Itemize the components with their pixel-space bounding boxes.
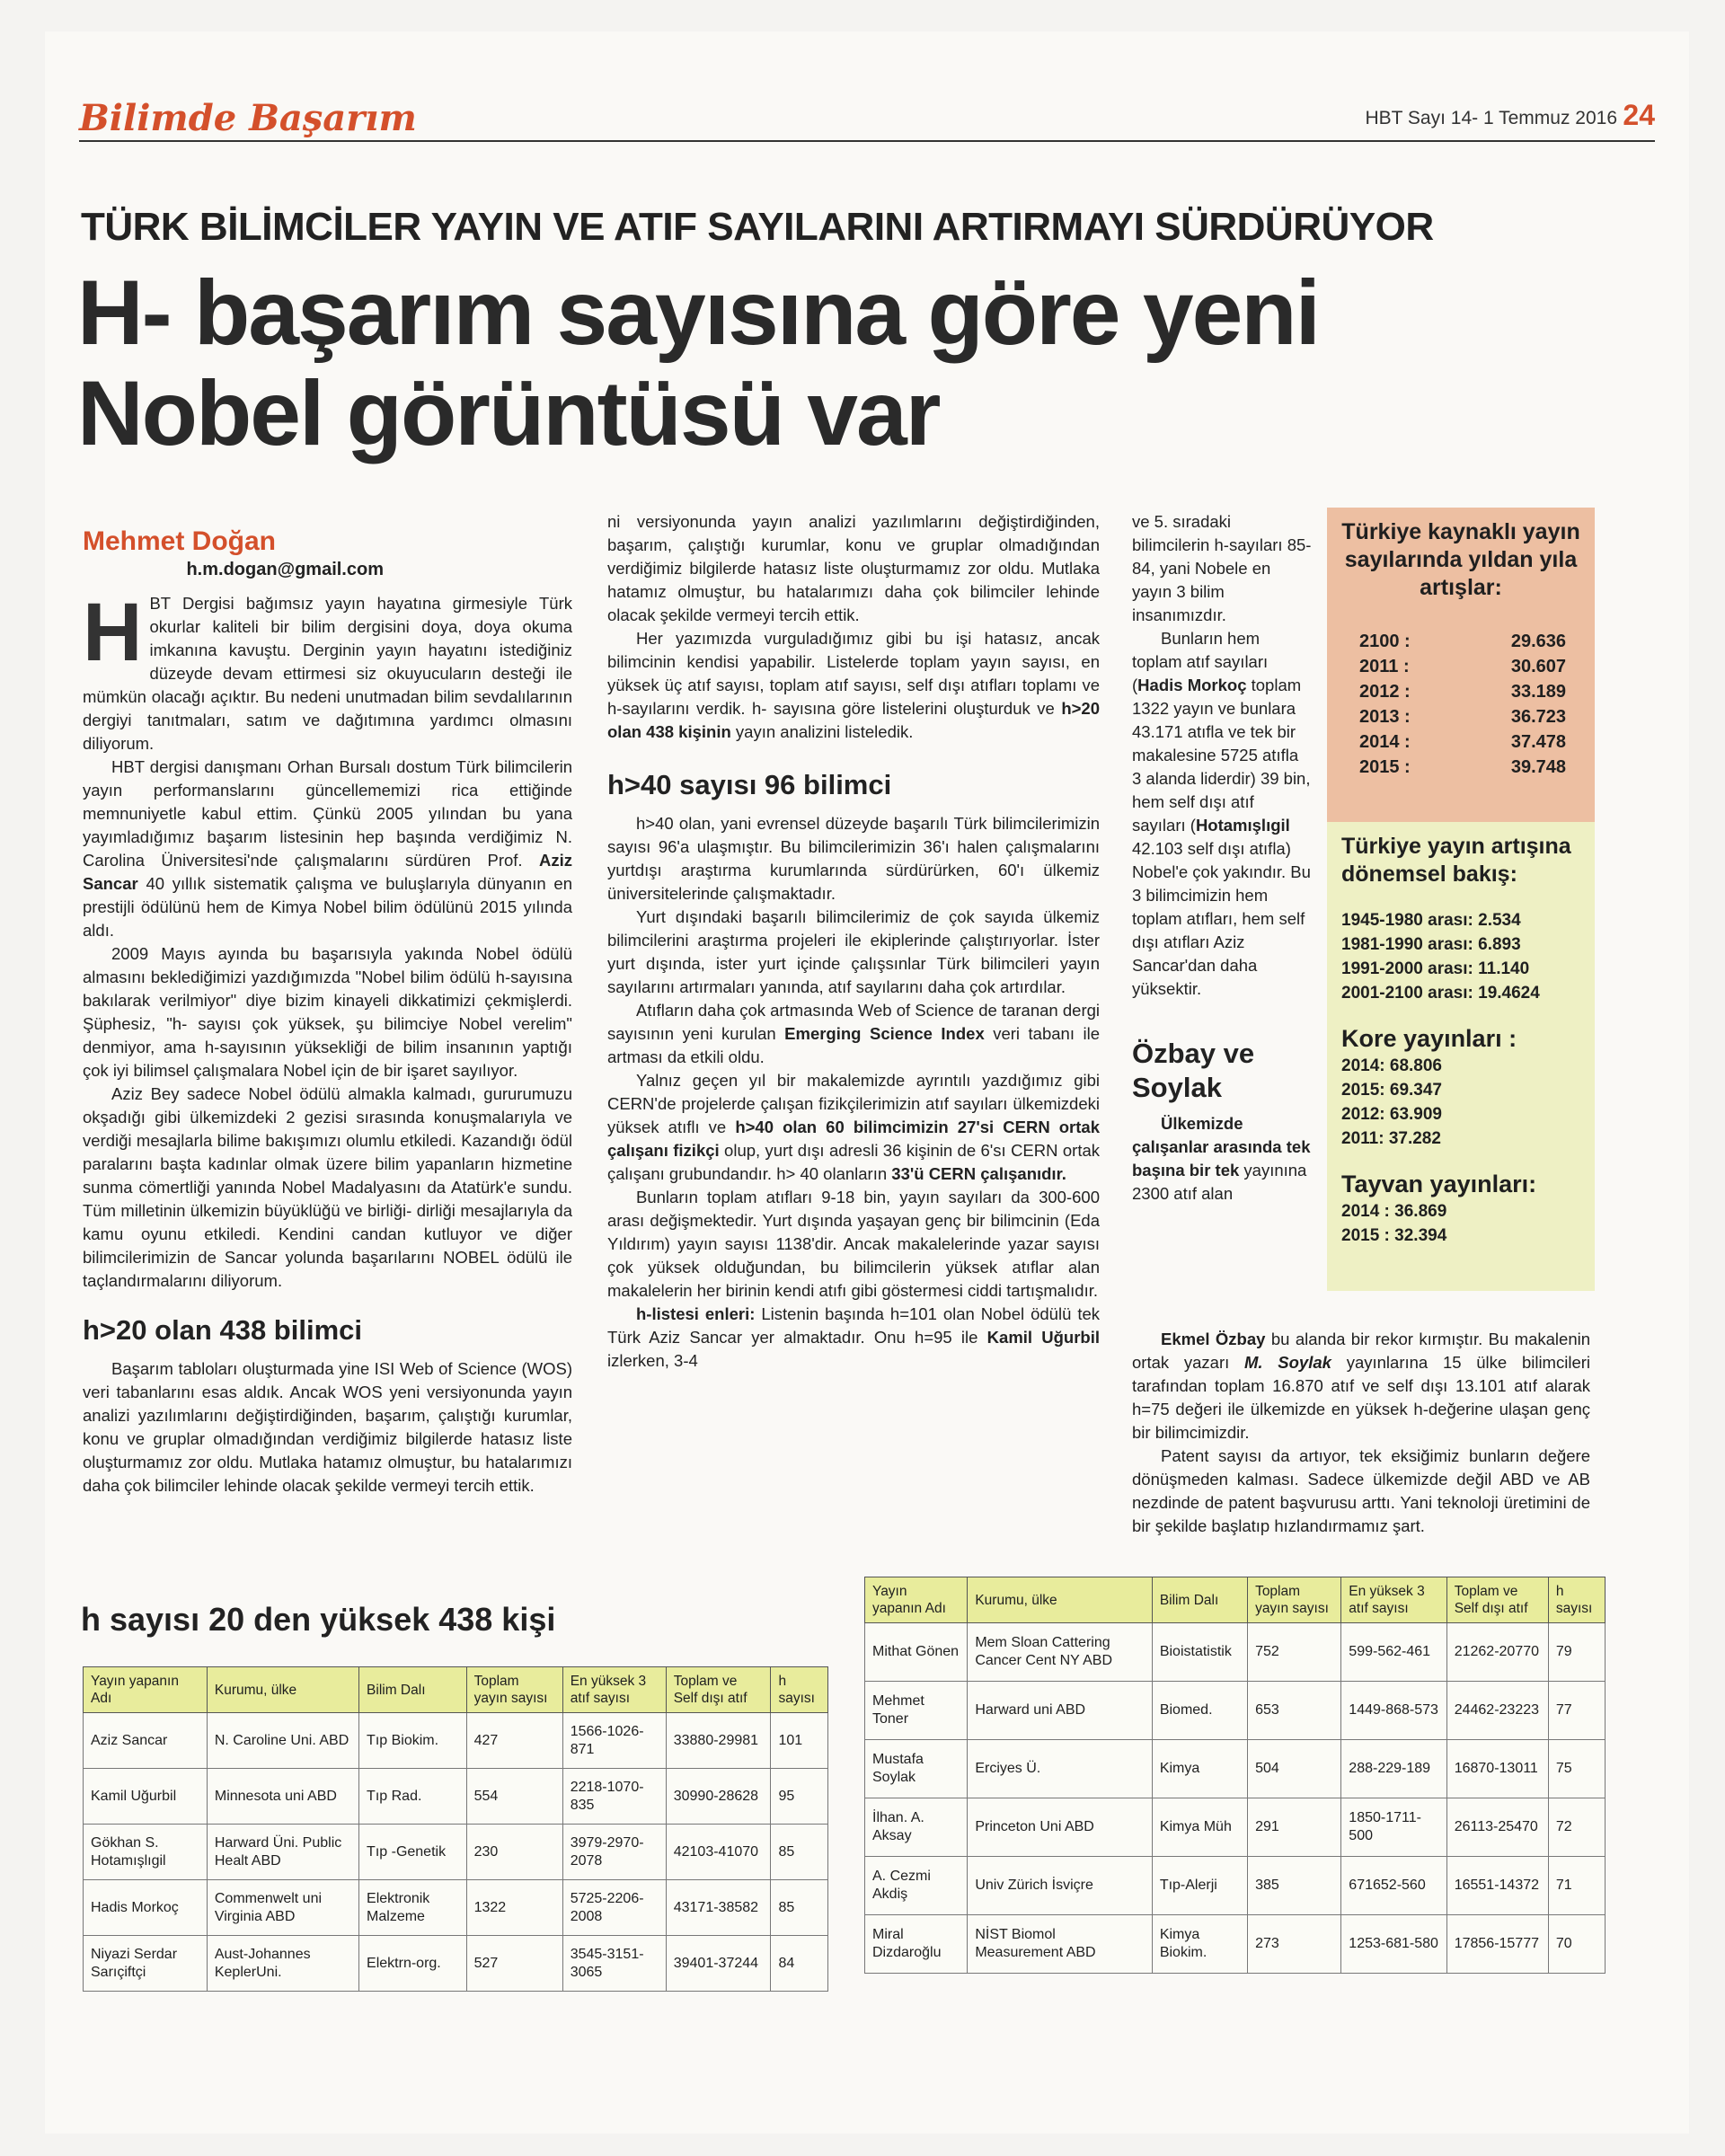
table-cell: 24462-23223	[1446, 1682, 1548, 1740]
header-divider	[79, 140, 1655, 142]
page-number: 24	[1623, 99, 1655, 131]
column-header: h sayısı	[1548, 1577, 1605, 1623]
table-cell: 95	[771, 1769, 828, 1825]
section-title: Bilimde Başarım	[79, 97, 417, 139]
table-cell: 17856-15777	[1446, 1915, 1548, 1974]
paragraph: Ekmel Özbay bu alanda bir rekor kırmıştır. Bu makalenin ortak yazarı M. Soylak yayınlarına 15 ülke bilimcileri tarafından toplam 16.870 atıf ve self dışı 13.101 atıf alarak h=75 değeri ile ülkemizde en yüksek h-değerine ulaşan genç bir bilimcimizdir.	[1132, 1330, 1591, 1442]
period-list	[1341, 908, 1580, 1005]
headline-line-2: Nobel görüntüsü var	[77, 362, 940, 464]
table-cell: 504	[1248, 1740, 1341, 1798]
table-cell: Kimya Biokim.	[1152, 1915, 1247, 1974]
table-cell: Aust-Johannes KeplerUni.	[207, 1936, 358, 1992]
paragraph: h>40 olan, yani evrensel düzeyde başarılı Türk bilimcilerimizin sayısı 96'a ulaşmıştır. Bu bilimcilerimizin 36'ı halen çalışmalarını yurtdışı araştırma kurumlarında sürdürürken, 60'ı ülkemiz üniversitelerinde çalışmaktadır.	[607, 814, 1100, 903]
table-header-row	[84, 1667, 828, 1713]
article-column-1	[83, 526, 572, 1495]
table-cell: NİST Biomol Measurement ABD	[968, 1915, 1152, 1974]
table-cell: 230	[466, 1825, 562, 1880]
column-header: Toplam yayın sayısı	[466, 1667, 562, 1713]
table-cell: 85	[771, 1880, 828, 1936]
table-row	[84, 1825, 828, 1880]
year-value: 30.607	[1510, 657, 1566, 676]
kore-list	[1341, 1054, 1580, 1151]
table-cell: Tıp Rad.	[359, 1769, 467, 1825]
table-cell: Kamil Uğurbil	[84, 1769, 208, 1825]
paragraph: 2009 Mayıs ayında bu başarısıyla yakında Nobel ödülü almasını beklediğimizi yazdığımızda "Nobel bilim ödülü h-sayısına bakılarak verilmiyor" diye bizim kinayeli dikkatimizi çekmişlerdi. Şüphesiz, "h- sayısı çok yüksek, şu bilimciye Nobel verelim" denmiyor, ama h-sayısının yüksekliği de bilim insanının yaptığı çok iyi bilimsel çalışmalara Nobel için de bir işaret sayılıyor.	[83, 944, 572, 1080]
column-header: Bilim Dalı	[1152, 1577, 1247, 1623]
table-cell: 84	[771, 1936, 828, 1992]
column-header: Toplam yayın sayısı	[1248, 1577, 1341, 1623]
table-row	[84, 1713, 828, 1769]
table-cell: 752	[1248, 1623, 1341, 1682]
table-cell: Harward Üni. Public Healt ABD	[207, 1825, 358, 1880]
table-cell: Tıp-Alerji	[1152, 1857, 1247, 1915]
table-cell: Mithat Gönen	[865, 1623, 968, 1682]
yearly-growth-box	[1327, 508, 1595, 831]
yearly-growth-row	[1341, 704, 1580, 729]
table-cell: Bioistatistik	[1152, 1623, 1247, 1682]
table-cell: 39401-37244	[666, 1936, 771, 1992]
table-cell: Niyazi Serdar Sarıçiftçi	[84, 1936, 208, 1992]
table-row	[865, 1682, 1606, 1740]
table-cell: 288-229-189	[1341, 1740, 1446, 1798]
table-cell: 71	[1548, 1857, 1605, 1915]
periodic-growth-box	[1327, 822, 1595, 1291]
period-item: 1991-2000 arası: 11.140	[1341, 959, 1530, 978]
box-title: Türkiye yayın artışına dönemsel bakış:	[1341, 834, 1571, 887]
table-cell: 291	[1248, 1798, 1341, 1857]
yearly-growth-row	[1341, 729, 1580, 755]
table-cell: Minnesota uni ABD	[207, 1769, 358, 1825]
paragraph: Yalnız geçen yıl bir makalemizde ayrıntılı yazdığımız gibi CERN'de projelerde çalışan fizikçilerimizin atıf sayıları ülkemizdeki yüksek atıflı ve h>40 olan 60 bilimcimizin 27'si CERN ortak çalışanı fizikçi olup, yurt dışı adresli 36 kişinin de 6'sı CERN ortak çalışanı grubundandır. h> 40 olanların 33'ü CERN çalışanıdır.	[607, 1071, 1100, 1183]
paragraph: Atıfların daha çok artmasında Web of Science de taranan dergi sayısının yeni kurulan Emerging Science Index veri tabanı ile artması da etkili oldu.	[607, 1001, 1100, 1066]
kore-item: 2015: 69.347	[1341, 1081, 1442, 1100]
paragraph: Aziz Bey sadece Nobel ödülü almakla kalmadı, gururumuzu okşadığı gibi ülkemizdeki 2 gezisi sırasında konuşmalarıyla ve verdiği mesajlarla bilime bakışımızı olumlu etkiledi. Kazandığı ödül paralarını başta kadınlar olmak üzere bilim yapanların hizmetine sunma cömertliği yanında Nobel Madalyasını da Atatürk'e sundu. Tüm milletinin ülkemizin büyüklüğü ve birliği- dirliği mesajlarıyla da kamu oyunu etkiledi. Kendini candan kutluyor ve diğer bilimcilerimizin de Sancar yolunda başarılarını NOBEL ödülü ile taçlandırmalarını diliyorum.	[83, 1084, 572, 1290]
table-cell: 1449-868-573	[1341, 1682, 1446, 1740]
column-header: Toplam ve Self dışı atıf	[1446, 1577, 1548, 1623]
table-cell: Tıp -Genetik	[359, 1825, 467, 1880]
column-header: Yayın yapanın Adı	[865, 1577, 968, 1623]
column-header: Toplam ve Self dışı atıf	[666, 1667, 771, 1713]
yearly-growth-list	[1341, 629, 1580, 780]
period-item: 1945-1980 arası: 2.534	[1341, 911, 1521, 930]
h-index-table-left	[83, 1666, 828, 1992]
table-cell: Aziz Sancar	[84, 1713, 208, 1769]
subheading: h>20 olan 438 bilimci	[83, 1314, 362, 1346]
table-cell: 5725-2206-2008	[562, 1880, 666, 1936]
table-cell: 21262-20770	[1446, 1623, 1548, 1682]
table-row	[865, 1740, 1606, 1798]
table-cell: 554	[466, 1769, 562, 1825]
table-cell: 1850-1711-500	[1341, 1798, 1446, 1857]
paragraph: Patent sayısı da artıyor, tek eksiğimiz bunların değere dönüşmeden kalması. Sadece ülkemizde değil ABD ve AB nezdinde de patent başvurusu arttı. Yani teknoloji üretimini de bir şekilde başlatıp hızlandırmamız şart.	[1132, 1446, 1590, 1535]
paragraph: Yurt dışındaki başarılı bilimcilerimiz de çok sayıda ülkemiz bilimcilerini araştırma projeleri ile ekiplerinde çalıştırıyorlar. İster yurt dışında, ister yurt içinde çalışsınlar Türk bilimcileri yayın sayılarını artırmaları yanında, atıf sayılarını daha çok artırdılar.	[607, 907, 1100, 996]
paragraph-intro: HBT Dergisi bağımsız yayın hayatına girmesiyle Türk okurlar kaliteli bir bilim dergisini doya, doya okuma imkanına kavuştu. Derginin yayın hayatını istediğiniz düzeyde devam ettirmesi siz okuyucuların desteği ile mümkün olacağı açıktır. Bu nedeni unutmadan bilim sevdalılarının dergiyi tanıtmaları, satım ve dağıtımına yardımcı olmasını diliyorum.	[83, 587, 572, 753]
column-header: Bilim Dalı	[359, 1667, 467, 1713]
period-item: 1981-1990 arası: 6.893	[1341, 935, 1521, 954]
tayvan-title: Tayvan yayınları:	[1341, 1171, 1537, 1197]
table-cell: Hadis Morkoç	[84, 1880, 208, 1936]
yearly-growth-row	[1341, 654, 1580, 679]
tayvan-list	[1341, 1199, 1580, 1248]
table-cell: 527	[466, 1936, 562, 1992]
paragraph: ve 5. sıradaki bilimcilerin h-sayıları 85-84, yani Nobele en yayın 3 bilim insanımızdır.	[1132, 512, 1312, 624]
table-row	[84, 1880, 828, 1936]
table-row	[865, 1623, 1606, 1682]
column-header: Kurumu, ülke	[968, 1577, 1152, 1623]
table-cell: 43171-38582	[666, 1880, 771, 1936]
table-cell: 77	[1548, 1682, 1605, 1740]
article-headline	[77, 262, 1335, 464]
kore-item: 2012: 63.909	[1341, 1105, 1442, 1124]
table-cell: 3545-3151-3065	[562, 1936, 666, 1992]
column-header: En yüksek 3 atıf sayısı	[1341, 1577, 1446, 1623]
tayvan-item: 2014 : 36.869	[1341, 1202, 1447, 1221]
table-cell: 385	[1248, 1857, 1341, 1915]
article-column-3	[1132, 510, 1312, 1206]
period-item: 2001-2100 arası: 19.4624	[1341, 984, 1540, 1003]
table-cell: Gökhan S. Hotamışlıgil	[84, 1825, 208, 1880]
table-row	[865, 1857, 1606, 1915]
yearly-growth-row	[1341, 679, 1580, 704]
paragraph: Bunların toplam atıfları 9-18 bin, yayın sayıları da 300-600 arası değişmektedir. Yurt dışında yaşayan genç bir bilimcinin (Eda Yıldırım) yayın sayısı 1138'dir. Ancak makalelerinde yazar sayısı çok yüksek olduğundan, bu bilimcilerin yüksek atıflar alan makalelerin her birinin kendi atıfı gibi göstermesi ciddi tartışmalıdır.	[607, 1188, 1100, 1300]
table-cell: Kimya	[1152, 1740, 1247, 1798]
subheading: Özbay ve Soylak	[1132, 1038, 1255, 1103]
year-value: 39.748	[1510, 757, 1566, 777]
table-cell: 1566-1026-871	[562, 1713, 666, 1769]
year-label: 2015 :	[1359, 757, 1411, 777]
table-cell: 671652-560	[1341, 1857, 1446, 1915]
yearly-growth-row	[1341, 755, 1580, 780]
year-label: 2011 :	[1359, 657, 1410, 676]
table-row	[84, 1936, 828, 1992]
paragraph: Her yazımızda vurguladığımız gibi bu işi hatasız, ancak bilimcinin kendisi yapabilir. Listelerde toplam yayın sayısı, en yüksek üç atıf sayısı, toplam atıf sayısı, self dışı atıfları toplamı ve h-sayılarını verdik. h- sayısına göre listelerini oluşturduk ve h>20 olan 438 kişinin yayın analizini listeledik.	[607, 629, 1100, 741]
author-name: Mehmet Doğan	[83, 526, 277, 556]
table-cell: 79	[1548, 1623, 1605, 1682]
column-header: Kurumu, ülke	[207, 1667, 358, 1713]
year-value: 33.189	[1510, 682, 1566, 702]
table-cell: Tıp Biokim.	[359, 1713, 467, 1769]
article-column-2	[607, 510, 1100, 1373]
year-value: 29.636	[1510, 632, 1566, 651]
column-header: En yüksek 3 atıf sayısı	[562, 1667, 666, 1713]
table-cell: 72	[1548, 1798, 1605, 1857]
table-row	[865, 1915, 1606, 1974]
table-cell: 16870-13011	[1446, 1740, 1548, 1798]
table-cell: Mehmet Toner	[865, 1682, 968, 1740]
table-cell: 75	[1548, 1740, 1605, 1798]
year-label: 2012 :	[1359, 682, 1411, 702]
column-header: Yayın yapanın Adı	[84, 1667, 208, 1713]
table-cell: 26113-25470	[1446, 1798, 1548, 1857]
table-cell: Mem Sloan Cattering Cancer Cent NY ABD	[968, 1623, 1152, 1682]
table-cell: 1253-681-580	[1341, 1915, 1446, 1974]
headline-line-1: H- başarım sayısına göre yeni	[77, 261, 1319, 364]
kore-title: Kore yayınları :	[1341, 1025, 1517, 1052]
paragraph-continued: ni versiyonunda yayın analizi yazılımlarını değiştirdiğinden, başarım, çalıştığı kurumlar, konu ve gruplar olmadığından verdiğimiz bilgilerde hatasız liste oluşturmamız zor oldu. Mutlaka hatamız olmuştur, bu hatalarımızı daha çok bilimciler lehinde olacak şekilde vermeyi tercih ettik.	[607, 512, 1100, 624]
table-cell: 33880-29981	[666, 1713, 771, 1769]
table-cell: 42103-41070	[666, 1825, 771, 1880]
year-label: 2100 :	[1359, 632, 1411, 651]
table-cell: 2218-1070-835	[562, 1769, 666, 1825]
table-cell: 101	[771, 1713, 828, 1769]
table-row	[84, 1769, 828, 1825]
tayvan-item: 2015 : 32.394	[1341, 1226, 1447, 1245]
table-cell: İlhan. A. Aksay	[865, 1798, 968, 1857]
drop-cap: H	[83, 587, 143, 678]
table-cell: Univ Zürich İsviçre	[968, 1857, 1152, 1915]
paragraph: HBT dergisi danışmanı Orhan Bursalı dostum Türk bilimcilerin yayın performanslarını güncellememizi rica ettiğinde memnuniyetle kabul ettim. Çünkü 2005 yılından bu yana yayımladığımız başarım listesinin hep başında verdiğimiz N. Carolina Üniversitesi'nde çalışmalarını sürdüren Prof. Aziz Sancar 40 yıllık sistematik çalışma ve buluşlarıyla dünyanın en prestijli ödülünü hem de Kimya Nobel bilim ödülünü 2015 yılında aldı.	[83, 757, 572, 940]
subheading: h>40 sayısı 96 bilimci	[607, 769, 892, 800]
table-cell: Miral Dizdaroğlu	[865, 1915, 968, 1974]
column-header: h sayısı	[771, 1667, 828, 1713]
paragraph: Ülkemizde çalışanlar arasında tek başına bir tek yayınına 2300 atıf alan	[1132, 1114, 1311, 1203]
table-cell: 653	[1248, 1682, 1341, 1740]
table-cell: N. Caroline Uni. ABD	[207, 1713, 358, 1769]
year-value: 36.723	[1510, 707, 1566, 727]
article-kicker: TÜRK BİLİMCİLER YAYIN VE ATIF SAYILARINI ARTIRMAYI SÜRDÜRÜYOR	[81, 205, 1434, 249]
h-index-table-right	[864, 1577, 1606, 1974]
kore-item: 2014: 68.806	[1341, 1056, 1442, 1075]
table-row	[865, 1798, 1606, 1857]
table-cell: Harward uni ABD	[968, 1682, 1152, 1740]
table-cell: Commenwelt uni Virginia ABD	[207, 1880, 358, 1936]
table-cell: 30990-28628	[666, 1769, 771, 1825]
table-cell: Princeton Uni ABD	[968, 1798, 1152, 1857]
table-cell: 70	[1548, 1915, 1605, 1974]
table-cell: 85	[771, 1825, 828, 1880]
table-cell: Kimya Müh	[1152, 1798, 1247, 1857]
year-label: 2014 :	[1359, 732, 1411, 752]
paragraph: Başarım tabloları oluşturmada yine ISI Web of Science (WOS) veri tabanlarını esas aldık. Ancak WOS yeni versiyonunda yayın analizi yazılımlarını değiştirdiğinden, başarım, çalıştığı kurumlar, konu ve gruplar olmadığından verdiğimiz bilgilerde hatasız liste oluşturmamız zor oldu. Mutlaka hatamız olmuştur, bu hatalarımızı daha çok bilimciler lehinde olacak şekilde vermeyi tercih ettik.	[83, 1359, 572, 1495]
table-cell: A. Cezmi Akdiş	[865, 1857, 968, 1915]
table-cell: 599-562-461	[1341, 1623, 1446, 1682]
table-cell: 3979-2970-2078	[562, 1825, 666, 1880]
table-cell: 16551-14372	[1446, 1857, 1548, 1915]
table-cell: Biomed.	[1152, 1682, 1247, 1740]
paragraph: Bunların hem toplam atıf sayıları (Hadis Morkoç toplam 1322 yayın ve bunlara 43.171 atıfla ve tek bir makalesine 5725 atıfla 3 alanda liderdir) 39 bin, hem self dışı atıf sayıları (Hotamışlıgil 42.103 self dışı atıfla) Nobel'e çok yakındır. Bu 3 bilimcimizin hem toplam atıfları, hem self dışı atıfları Aziz Sancar'dan daha yüksektir.	[1132, 629, 1311, 998]
year-value: 37.478	[1510, 732, 1566, 752]
box-title: Türkiye kaynaklı yayın sayılarında yıldan yıla artışlar:	[1341, 519, 1580, 600]
issue-info: HBT Sayı 14- 1 Temmuz 2016	[1365, 108, 1617, 128]
yearly-growth-row	[1341, 629, 1580, 654]
table-cell: 273	[1248, 1915, 1341, 1974]
table-title: h sayısı 20 den yüksek 438 kişi	[81, 1601, 556, 1638]
paragraph: h-listesi enleri: Listenin başında h=101 olan Nobel ödülü tek Türk Aziz Sancar yer almaktadır. Onu h=95 ile Kamil Uğurbil izlerken, 3-4	[607, 1304, 1101, 1370]
author-email[interactable]: h.m.dogan@gmail.com	[186, 560, 384, 579]
year-label: 2013 :	[1359, 707, 1411, 727]
table-cell: Elektronik Malzeme	[359, 1880, 467, 1936]
table-cell: 427	[466, 1713, 562, 1769]
article-wide-paragraph	[1132, 1328, 1590, 1538]
table-cell: Erciyes Ü.	[968, 1740, 1152, 1798]
table-cell: Elektrn-org.	[359, 1936, 467, 1992]
table-cell: Mustafa Soylak	[865, 1740, 968, 1798]
table-cell: 1322	[466, 1880, 562, 1936]
table-header-row	[865, 1577, 1606, 1623]
kore-item: 2011: 37.282	[1341, 1129, 1441, 1148]
